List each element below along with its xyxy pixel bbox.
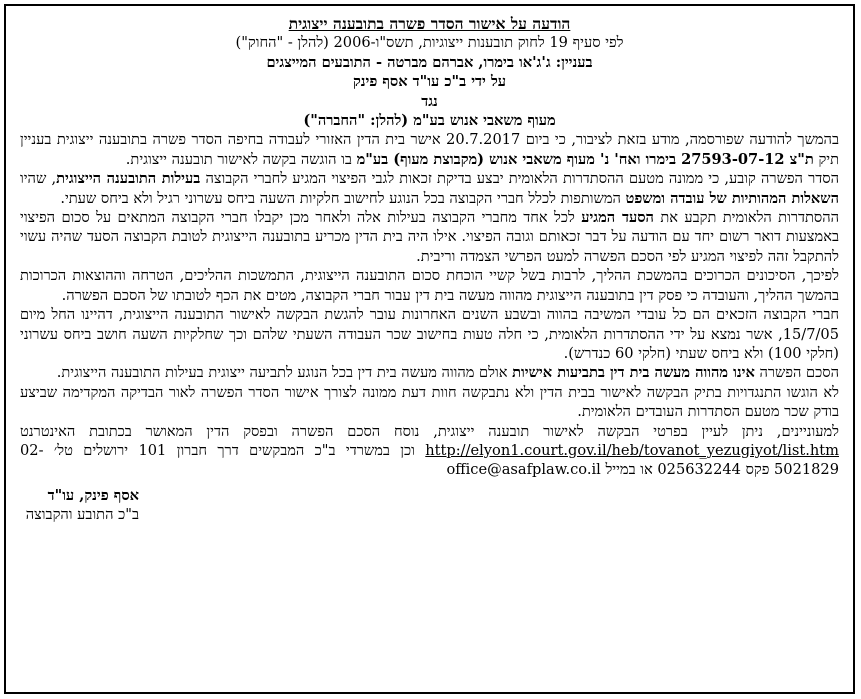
signature-name: אסף פינק, עו"ד	[47, 486, 139, 504]
relief-bold: הסעד המגיע	[581, 209, 654, 227]
court-website-link[interactable]: http://elyon1.court.gov.il/heb/tovanot_yezugiyot/list.htm	[425, 441, 839, 459]
contact-text-mid: וכן במשרדי ב"כ המבקשים דרך חברון 101 ירושלים טל׳ 02-5021829 פקס 025632244 או במייל	[20, 441, 839, 479]
notice-subtitle: לפי סעיף 19 לחוק תובענות ייצוגיות, תשס"ו-2006 (להלן - "החוק")	[235, 34, 624, 52]
paragraph-risks	[20, 266, 839, 305]
approval-text-end: בו הוגשה בקשה לאישור תובענה ייצוגית.	[125, 150, 352, 168]
paragraph-settlement	[20, 169, 839, 208]
email-address[interactable]: office@asafplaw.co.il	[446, 461, 601, 479]
paragraph-approval	[20, 130, 839, 169]
paragraph-res-judicata	[20, 363, 839, 382]
case-number: ת"צ 27593-07-12 בימרו ואח' נ' מעוף משאבי אנוש (מקבוצת מעוף) בע"מ	[356, 150, 814, 168]
signature-role: ב"כ התובע והקבוצה	[25, 506, 139, 524]
defendant-line: מעוף משאבי אנוש בע"מ (להלן: "החברה")	[303, 112, 556, 130]
res-judicata-bold: אינו מהווה מעשה בית דין בתביעות אישיות	[512, 364, 755, 382]
risks-text: לפיכך, הסיכונים הכרוכים בהמשכת ההליך, לרבות בשל קשיי הוכחת סכום התובענה הייצוגית, התמשכות ההליכים, הטרחה וההוצאות הכרוכות בהמשך ההליך, והעובדה כי פסק דין בתובענה הייצוגית מהווה מעשה בית דין עבור חברי הקבוצה, מטים את הכף לטובתו של הסכם הפשרה.	[20, 267, 839, 304]
res-judicata-text: הסכם הפשרה	[759, 364, 839, 382]
settlement-bold-questions: השאלות המהותיות של עובדה ומשפט	[625, 189, 839, 207]
settlement-text: הסדר הפשרה קובע, כי ממונה מטעם ההסתדרות הלאומית יבצע בדיקת זכאות לגבי הפיצוי המגיע לחברי הקבוצה	[205, 170, 839, 188]
settlement-text-end: המשותפות לכלל חברי הקבוצה בכל הנוגע לחישוב חלקיות השעה ביחס עשרוני רגיל ולא ביחס שעתי.	[60, 189, 621, 207]
relief-text-end: לכל אחד מחברי הקבוצה בעילות אלה ולאחר מכן יקבלו חברי הקבוצה המתאים על סכום הפיצוי באמצעות דואר רשום יחד עם הודעה על דבר זכאותם וגובה הפיצוי. אילו היה בית הדין מכריע בתובענה הייצוגית לטובת הקבוצה הסעד שהיה עשוי להתקבל זהה לפיצוי המגיע לפי הסכם הפשרה למעט הפרשי הצמדה וריבית.	[20, 209, 839, 265]
contact-text: למעוניינים, ניתן לעיין בפרטי הבקשה לאישור תובענה ייצוגית, נוסח הסכם הפשרה ובפסק הדין המאושר בכתובת האינטרנט	[20, 422, 839, 440]
approval-text: בהמשך להודעה שפורסמה, מודע בזאת לציבור, כי ביום 20.7.2017 אישר בית הדין האזורי לעבודה בחיפה הסדר פשרה בתובענה ייצוגית בעניין תיק	[20, 131, 839, 168]
matter-line: בעניין: ג'ג'או בימרו, אברהם מברטה - התובעים המייצגים	[266, 53, 593, 71]
paragraph-objections	[20, 383, 839, 422]
legal-notice	[4, 4, 855, 694]
paragraph-members	[20, 305, 839, 363]
versus-line: נגד	[421, 92, 438, 110]
paragraph-relief	[20, 208, 839, 266]
objections-text: לא הוגשו התנגדויות בתיק הבקשה לאישור בבית הדין ולא נתבקשה חוות דעת ממונה לצורך אישור הסדר הפשרה לאור הבדיקה המקדימה שביצע בודק שכר מטעם הסתדרות העובדים הלאומית.	[20, 383, 839, 421]
counsel-line: על ידי ב"כ עו"ד אסף פינק	[352, 73, 507, 91]
relief-text: ההסתדרות הלאומית תקבע את	[660, 209, 839, 227]
notice-title: הודעה על אישור הסדר פשרה בתובענה ייצוגית	[288, 14, 571, 33]
members-text: חברי הקבוצה הזכאים הם כל עובדי המשיבה בהווה ובשבע השנים האחרונות עובר להגשת הבקשה לאישור התובענה הייצוגית, דהיינו החל מיום 15/7/05, אשר נמצא על ידי ההסתדרות הלאומית, כי חלה טעות בחישוב שכר העבודה השעתי שלהם וכך שחלקיות השעה חושב ביחס עשרוני (חלקי 100) ולא ביחס שעתי (חלקי 60 כנדרש).	[20, 306, 839, 362]
res-judicata-text-end: אולם מהווה מעשה בית דין בכל הנוגע לתביעה ייצוגית בעילות התובענה הייצוגית.	[56, 364, 508, 382]
signature-block	[20, 486, 839, 525]
settlement-text-mid: , שהיו	[20, 170, 57, 188]
paragraph-contact	[20, 422, 839, 480]
settlement-bold-causes: בעילות התובענה הייצוגית	[56, 170, 201, 188]
